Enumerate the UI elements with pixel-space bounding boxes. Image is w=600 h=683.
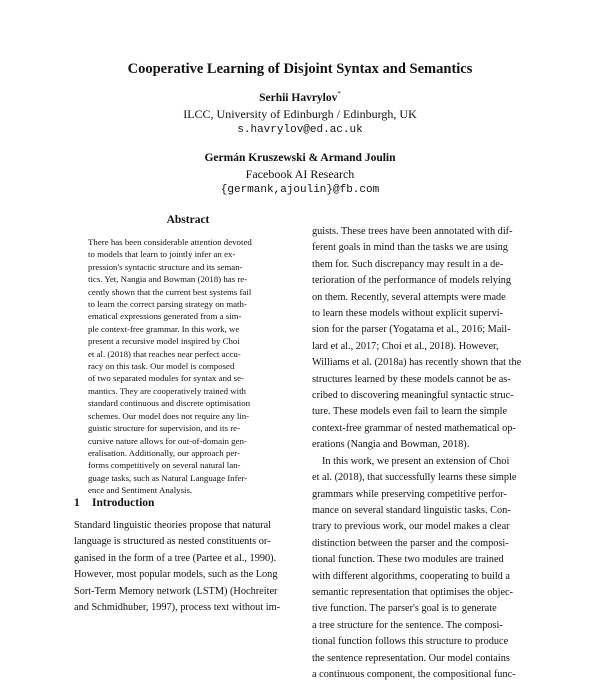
right-column-body <box>312 224 538 683</box>
abstract-line: guage tasks, such as Natural Language Infer- <box>88 472 248 483</box>
body-line: Williams et al. (2018a) has recently shown that the <box>312 357 522 369</box>
body-line: a tree structure for the sentence. The composi- <box>312 619 503 631</box>
body-line: ferent goals in mind than the tasks we are using <box>312 242 508 254</box>
abstract-line: mantics. They are cooperatively trained with <box>88 385 246 396</box>
abstract-line: There has been considerable attention devoted <box>88 237 252 247</box>
body-line: on them. Recently, several attempts were made <box>312 291 506 303</box>
author-name: Germán Kruszewski & Armand Joulin <box>204 152 396 164</box>
author-email: {germank,ajoulin}@fb.com <box>220 184 380 196</box>
abstract-line: present a recursive model inspired by Choi <box>88 336 240 347</box>
author-footnote-mark: * <box>337 90 341 98</box>
body-line: and Schmidhuber, 1997), process text without im- <box>74 602 281 614</box>
abstract-line: ematical expressions generated from a sim- <box>88 311 242 322</box>
body-line: grammars while preserving competitive perfor- <box>312 488 507 500</box>
introduction-body <box>74 518 300 616</box>
body-line: semantic representation that optimises the objec- <box>312 586 514 598</box>
body-line: a continuous component, the compositional func- <box>312 668 516 680</box>
body-line: guists. These trees have been annotated with dif- <box>312 226 513 237</box>
body-line: them for. Such discrepancy may result in a de- <box>312 258 504 270</box>
abstract-line: et al. (2018) that reaches near perfect accu- <box>88 348 241 359</box>
author-affiliation: Facebook AI Research <box>245 167 355 181</box>
body-line: cribed to discovering meaningful syntactic struc- <box>312 390 514 402</box>
body-line: tional function. These two modules are trained <box>312 554 504 566</box>
abstract-line: ple context-free grammar. In this work, we <box>88 323 240 334</box>
abstract-line: cursive nature allows for out-of-domain gen- <box>88 435 247 446</box>
abstract-heading: Abstract <box>166 214 210 226</box>
abstract-line: schemes. Our model does not require any lin- <box>88 410 250 421</box>
body-line: language is structured as nested constituents or- <box>74 536 271 548</box>
author-affiliation: ILCC, University of Edinburgh / Edinburgh, UK <box>183 106 417 121</box>
body-line: However, most popular models, such as the Long <box>74 569 278 581</box>
body-line: tive function. The parser's goal is to generate <box>312 603 497 615</box>
body-line: distinction between the parser and the composi- <box>312 537 509 549</box>
abstract-line: tics. Yet, Nangia and Bowman (2018) has re- <box>88 274 248 285</box>
abstract-line: pression's syntactic structure and its seman- <box>88 261 243 272</box>
body-line: Sort-Term Memory network (LSTM) (Hochreiter <box>74 585 278 597</box>
author-email: s.havrylov@ed.ac.uk <box>237 123 363 136</box>
section-number: 1 <box>74 497 80 509</box>
abstract-line: eralisation. Additionally, our approach per- <box>88 447 241 458</box>
abstract-line: forms competitively on several natural lan- <box>88 460 241 471</box>
author-name-text: Serhii Havrylov <box>259 91 338 104</box>
author-block-2 <box>0 150 600 198</box>
abstract-line: guistic structure for supervision, and its re- <box>88 423 241 434</box>
body-line: lard et al., 2017; Choi et al., 2018). However, <box>312 340 499 352</box>
body-line: terioration of the performance of models relying <box>312 275 511 287</box>
abstract-line: to learn the correct parsing strategy on math- <box>88 299 247 310</box>
body-line: sion for the parser (Yogatama et al., 2016; Mail- <box>312 324 511 336</box>
abstract-line: racy on this task. Our model is composed <box>88 361 235 372</box>
abstract-line: standard continuous and discrete optimisation <box>88 398 251 409</box>
author-block-1 <box>0 86 600 138</box>
body-line: et al. (2018), that successfully learns these simple <box>312 472 517 484</box>
body-line: structures learned by these models cannot be as- <box>312 373 511 385</box>
author-name <box>0 86 600 106</box>
body-line: trary to previous work, our model makes a clear <box>312 521 510 533</box>
paper-title: Cooperative Learning of Disjoint Syntax and Semantics <box>127 61 473 77</box>
section-heading-introduction <box>74 497 154 509</box>
abstract-line: ence and Sentiment Analysis. <box>88 485 193 496</box>
body-line: with different algorithms, cooperating to build a <box>312 570 510 582</box>
abstract-line: to models that learn to jointly infer an ex- <box>88 249 236 260</box>
body-line: ture. These models even fail to learn the simple <box>312 406 508 418</box>
body-line: In this work, we present an extension of Choi <box>322 455 510 467</box>
body-line: tional function follows this structure to produce <box>312 636 509 648</box>
section-title: Introduction <box>92 497 155 509</box>
body-line: Standard linguistic theories propose that natural <box>74 520 272 531</box>
body-line: erations (Nangia and Bowman, 2018). <box>312 439 470 451</box>
body-line: the sentence representation. Our model contains <box>312 652 510 664</box>
body-line: context-free grammar of nested mathematical op- <box>312 422 516 434</box>
abstract-body <box>88 236 288 497</box>
body-line: ganised in the form of a tree (Partee et al., 1990). <box>74 552 277 564</box>
abstract-line: cently shown that the current best systems fail <box>88 286 252 297</box>
abstract-line: of two separated modules for syntax and se- <box>88 373 244 384</box>
body-line: mance on several standard linguistic tasks. Con- <box>312 504 511 516</box>
body-line: to learn these models without explicit supervi- <box>312 308 504 320</box>
